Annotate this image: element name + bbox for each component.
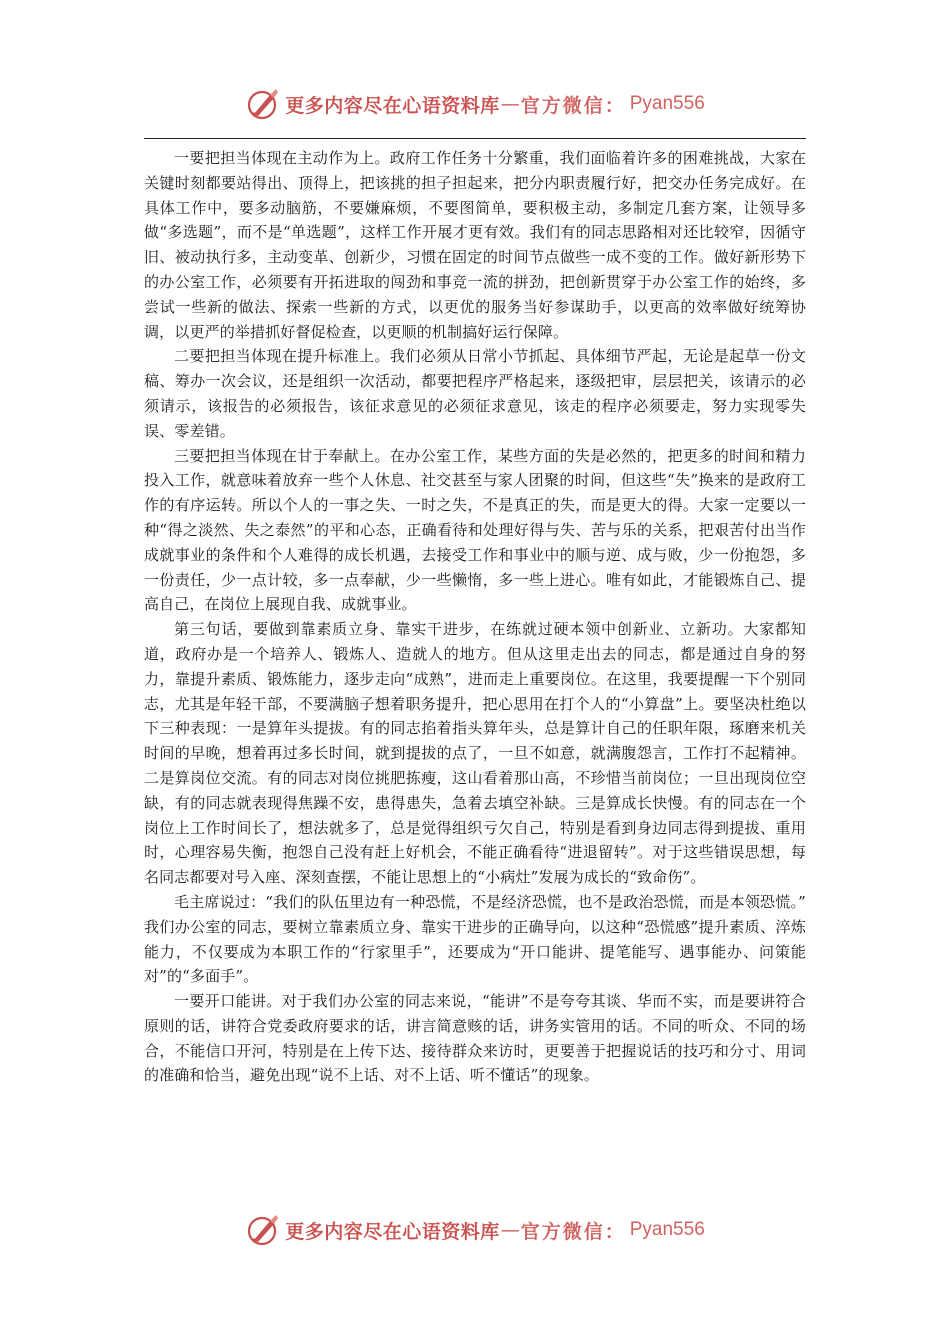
wechat-id: Pyan556 bbox=[629, 1219, 705, 1240]
wechat-label: 官方微信： bbox=[520, 1220, 626, 1243]
paragraph-2: 二要把担当体现在提升标准上。我们必须从日常小节抓起、具体细节严起，无论是起草一份文稿、筹办一次会议，还是组织一次活动，都要把程序严格起来，逐级把审，层层把关，该请示的必须请示，该报告的必须报告，该征求意见的必须征求意见，该走的程序必须要走，努力实现零失误、零差错。 bbox=[144, 347, 806, 440]
paragraph-3: 三要把担当体现在甘于奉献上。在办公室工作，某些方面的失是必然的，把更多的时间和精力投入工作，就意味着放弃一些个人休息、社交甚至与家人团聚的时间，但这些“失”换来的是政府工作的有序运转。所以个人的一事之失、一时之失，不是真正的失，而是更大的得。大家一定要以一种“得之淡然、失之泰然”的平和心态，正确看待和处理好得与失、苦与乐的关系，把艰苦付出当作成就事业的条件和个人难得的成长机遇，去接受工作和事业中的顺与逆、成与败，少一份抱怨，多一份责任，少一点计较，多一点奉献，少一些懒惰，多一些上进心。唯有如此，才能锻炼自己、提高自己，在岗位上展现自我、成就事业。 bbox=[144, 446, 806, 614]
wechat-label: 官方微信： bbox=[520, 94, 626, 117]
pen-circle-icon bbox=[245, 86, 281, 122]
paragraph-5: 毛主席说过：“我们的队伍里边有一种恐慌，不是经济恐慌，也不是政治恐慌，而是本领恐慌。” 我们办公室的同志，要树立靠素质立身、靠实干进步的正确导向，以这种“恐慌感”提升素质、淬炼能力，不仅要成为本职工作的“行家里手”，还要成为“开口能讲、提笔能写、遇事能办、问策能对”的“多面手”。 bbox=[144, 892, 806, 986]
pen-circle-icon bbox=[245, 1212, 281, 1248]
header-banner bbox=[0, 84, 950, 124]
paragraph-1: 一要把担当体现在主动作为上。政府工作任务十分繁重，我们面临着许多的困难挑战，大家在关键时刻都要站得出、顶得上，把该挑的担子担起来，把分内职责履行好，把交办任务完成好。在具体工作中，要多动脑筋，不要嫌麻烦，不要图简单，要积极主动，多制定几套方案，让领导多做“多选题”，而不是“单选题”，这样工作开展才更有效。我们有的同志思路相对还比较窄，因循守旧、被动执行多，主动变革、创新少，习惯在固定的时间节点做些一成不变的工作。做好新形势下的办公室工作，必须要有开拓进取的闯劲和事竞一流的拼劲，把创新贯穿于办公室工作的始终，多尝试一些新的做法、探索一些新的方式，以更优的服务当好参谋助手，以更高的效率做好统筹协调，以更严的举措抓好督促检查，以更顺的机制搞好运行保障。 bbox=[144, 149, 806, 341]
footer-banner bbox=[0, 1210, 950, 1250]
brand-text: 更多内容尽在心语资料库 bbox=[285, 94, 500, 117]
separator-dash: — bbox=[500, 1219, 520, 1241]
brand-text: 更多内容尽在心语资料库 bbox=[285, 1220, 500, 1243]
separator-dash: — bbox=[500, 93, 520, 115]
paragraph-6: 一要开口能讲。对于我们办公室的同志来说，“能讲”不是夸夸其谈、华而不实，而是要讲符合原则的话，讲符合党委政府要求的话，讲言简意赅的话，讲务实管用的话。不同的听众、不同的场合，不能信口开河，特别是在上传下达、接待群众来访时，更要善于把握说话的技巧和分寸、用词的准确和恰当，避免出现“说不上话、对不上话、听不懂话”的现象。 bbox=[144, 992, 806, 1085]
paragraph-4: 第三句话，要做到靠素质立身、靠实干进步，在练就过硬本领中创新业、立新功。大家都知道，政府办是一个培养人、锻炼人、造就人的地方。但从这里走出去的同志，都是通过自身的努力，靠提升素质、锻炼能力，逐步走向“成熟”，进而走上重要岗位。在这里，我要提醒一下个别同志，尤其是年轻干部，不要满脑子想着职务提升，把心思用在打个人的“小算盘”上。要坚决杜绝以下三种表现：一是算年头提拔。有的同志掐着指头算年头，总是算计自己的任职年限，琢磨来机关时间的早晚，想着再过多长时间，就到提拔的点了，一旦不如意，就满腹怨言，工作打不起精神。二是算岗位交流。有的同志对岗位挑肥拣瘦，这山看着那山高，不珍惜当前岗位；一旦出现岗位空缺，有的同志就表现得焦躁不安，患得患失，急着去填空补缺。三是算成长快慢。有的同志在一个岗位上工作时间长了，想法就多了，总是觉得组织亏欠自己，特别是看到身边同志得到提拔、重用时，心理容易失衡，抱怨自己没有赶上好机会，不能正确看待“进退留转”。对于这些错误思想，每名同志都要对号入座、深刻查摆，不能让思想上的“小病灶”发展为成长的“致命伤”。 bbox=[144, 620, 806, 887]
wechat-id: Pyan556 bbox=[629, 93, 705, 114]
header-divider bbox=[144, 138, 806, 139]
document-body bbox=[144, 146, 806, 1088]
